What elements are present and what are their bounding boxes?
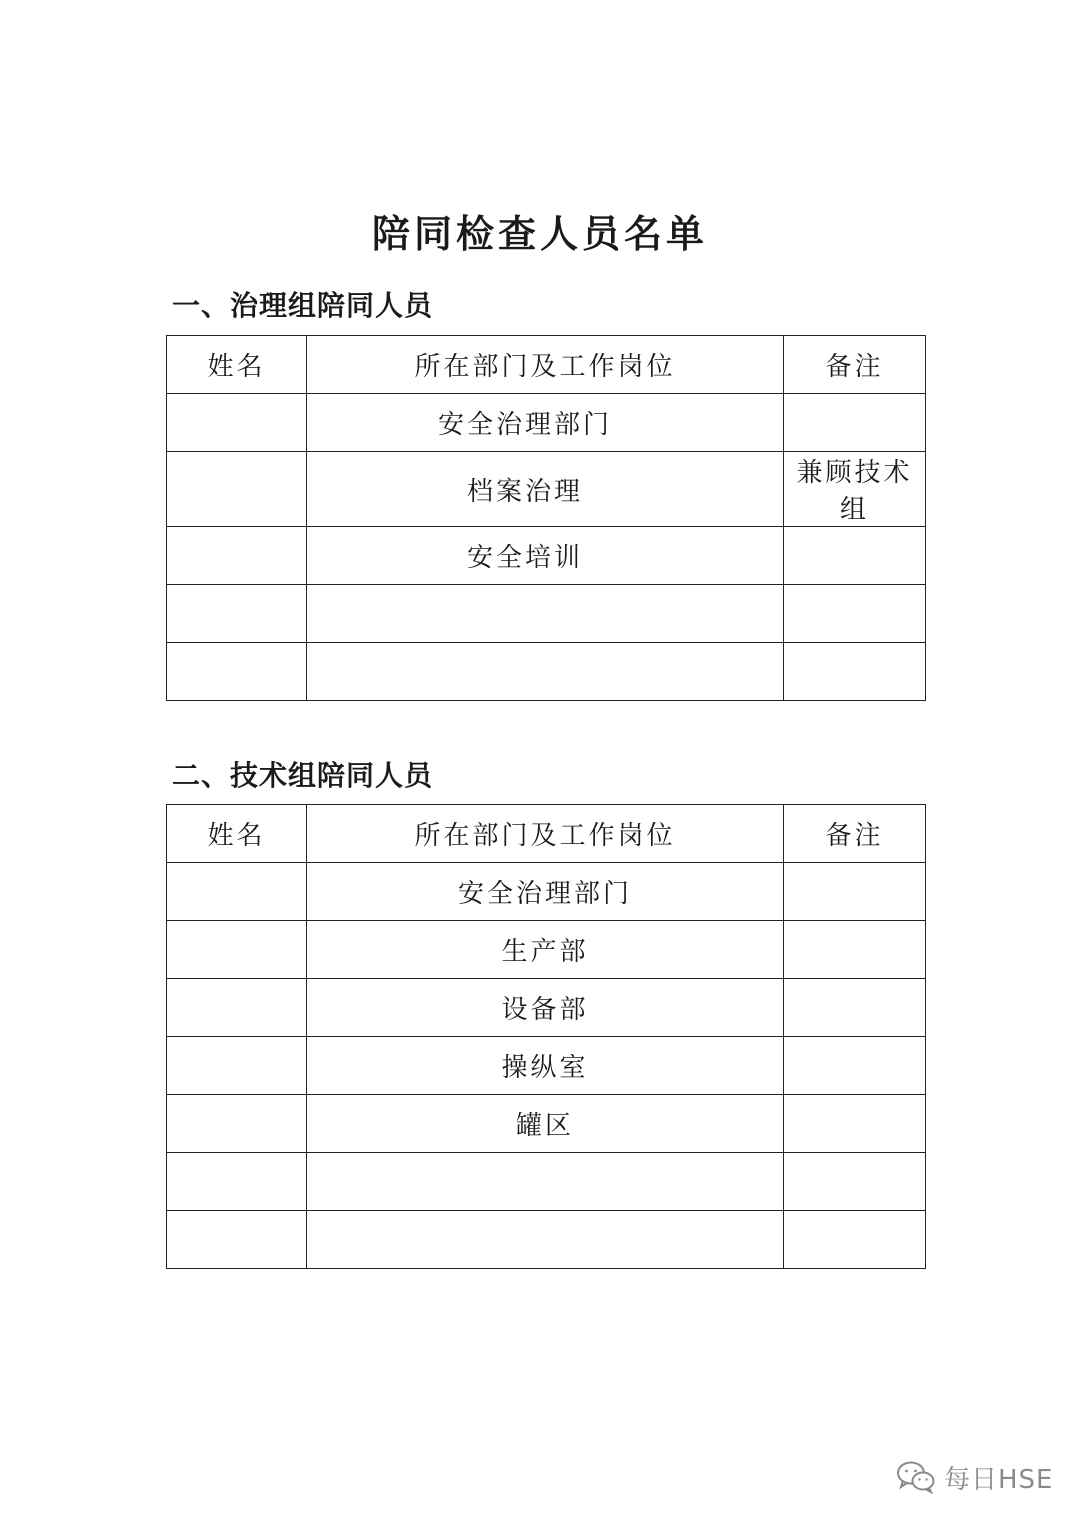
cell-name [167, 1153, 307, 1211]
cell-department [307, 1153, 784, 1211]
cell-department: 操纵室 [307, 1037, 784, 1095]
column-header-name: 姓名 [167, 805, 307, 863]
table-header-row [167, 336, 926, 394]
table-row [167, 643, 926, 701]
table-row [167, 527, 926, 585]
table-row [167, 1095, 926, 1153]
table-row [167, 1153, 926, 1211]
cell-department: 罐区 [307, 1095, 784, 1153]
cell-note [784, 1211, 926, 1269]
cell-department: 设备部 [307, 979, 784, 1037]
section-heading-technical: 二、技术组陪同人员 [172, 759, 434, 792]
column-header-note: 备注 [784, 805, 926, 863]
cell-note [784, 1153, 926, 1211]
cell-name [167, 394, 307, 452]
cell-department: 安全治理部门 [307, 863, 784, 921]
cell-name [167, 527, 307, 585]
column-header-department: 所在部门及工作岗位 [307, 805, 784, 863]
cell-department [307, 643, 784, 701]
cell-name [167, 921, 307, 979]
table-row [167, 979, 926, 1037]
cell-department: 生产部 [307, 921, 784, 979]
cell-name [167, 1211, 307, 1269]
cell-note [784, 394, 926, 452]
table-row [167, 452, 926, 527]
column-header-name: 姓名 [167, 336, 307, 394]
cell-name [167, 585, 307, 643]
cell-note [784, 863, 926, 921]
cell-department [307, 585, 784, 643]
cell-note [784, 643, 926, 701]
cell-department: 档案治理 [307, 452, 784, 527]
cell-note [784, 1037, 926, 1095]
technical-group-table [166, 804, 926, 1269]
cell-department [307, 1211, 784, 1269]
cell-note [784, 979, 926, 1037]
cell-name [167, 1037, 307, 1095]
watermark [896, 1455, 1053, 1499]
cell-department: 安全培训 [307, 527, 784, 585]
cell-name [167, 452, 307, 527]
cell-name [167, 863, 307, 921]
page-title: 陪同检查人员名单 [371, 212, 708, 256]
table-row [167, 394, 926, 452]
cell-name [167, 643, 307, 701]
cell-note: 兼顾技术组 [784, 452, 926, 527]
cell-name [167, 979, 307, 1037]
cell-note [784, 527, 926, 585]
table-header-row [167, 805, 926, 863]
cell-note [784, 585, 926, 643]
section-heading-management: 一、治理组陪同人员 [172, 289, 434, 322]
column-header-department: 所在部门及工作岗位 [307, 336, 784, 394]
table-row [167, 1211, 926, 1269]
management-group-table [166, 335, 926, 701]
cell-department: 安全治理部门 [307, 394, 784, 452]
wechat-icon [896, 1460, 936, 1494]
table-row [167, 585, 926, 643]
table-row [167, 1037, 926, 1095]
column-header-note: 备注 [784, 336, 926, 394]
cell-note [784, 1095, 926, 1153]
table-row [167, 921, 926, 979]
cell-note [784, 921, 926, 979]
watermark-text: 每日HSE [944, 1464, 1054, 1495]
table-row [167, 863, 926, 921]
cell-name [167, 1095, 307, 1153]
